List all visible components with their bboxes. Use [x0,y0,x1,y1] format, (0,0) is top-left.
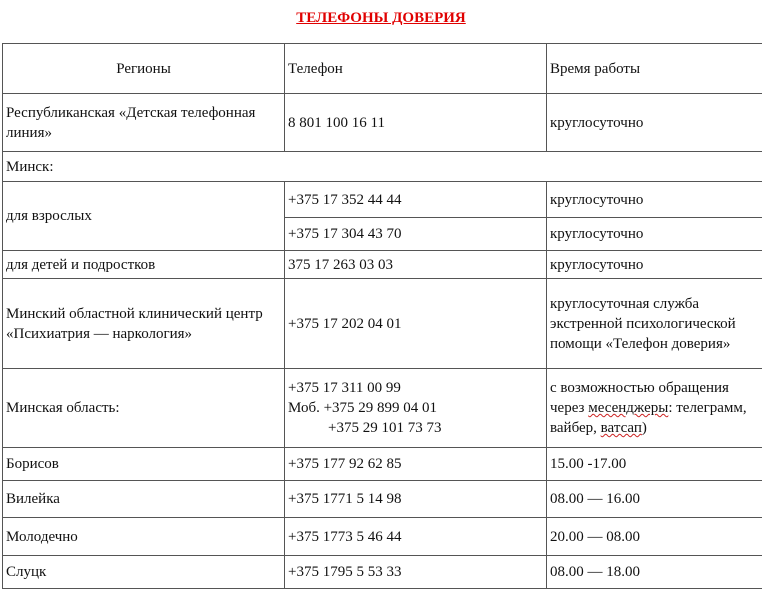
region-cell: Минский областной клинический центр «Психиатрия — наркология» [3,279,285,369]
hours-cell: 08.00 — 16.00 [547,481,762,518]
hours-cell: 15.00 -17.00 [547,448,762,481]
table-row [3,251,762,279]
phone-cell: +375 1771 5 14 98 [285,481,547,518]
region-cell: Борисов [3,448,285,481]
table-row [3,518,762,556]
phone-cell: +375 1773 5 46 44 [285,518,547,556]
hours-cell: 20.00 — 08.00 [547,518,762,556]
table-row [3,556,762,589]
table-row [3,94,762,152]
table-row [3,481,762,518]
phone-cell: +375 17 304 43 70 [285,218,547,251]
region-cell: для детей и подростков [3,251,285,279]
phone-cell: +375 1795 5 53 33 [285,556,547,589]
hours-text: : телеграмм, вайбер, [550,400,747,436]
hours-cell: круглосуточно [547,251,762,279]
phone-line: +375 29 101 73 73 [288,418,543,438]
hours-cell: круглосуточно [547,94,762,152]
region-cell: Минск: [3,152,762,182]
hours-cell: круглосуточно [547,182,762,218]
region-cell: Вилейка [3,481,285,518]
hours-text: ) [642,420,647,436]
hours-cell: круглосуточно [547,218,762,251]
region-cell: Республиканская «Детская телефонная линия» [3,94,285,152]
phone-cell: 375 17 263 03 03 [285,251,547,279]
hours-cell: круглосуточная служба экстренной психологической помощи «Телефон доверия» [547,279,762,369]
phone-cell: +375 17 352 44 44 [285,182,547,218]
table-row [3,279,762,369]
phone-line: Моб. +375 29 899 04 01 [288,398,543,418]
table-row [3,182,762,218]
header-hours: Время работы [547,44,762,94]
phone-line: +375 17 311 00 99 [288,378,543,398]
table-header-row [3,44,762,94]
region-cell: Молодечно [3,518,285,556]
hours-text: с возможностью обращения через [550,380,729,416]
phone-cell: +375 177 92 62 85 [285,448,547,481]
header-phone: Телефон [285,44,547,94]
table-row [3,369,762,448]
hours-cell [547,369,762,448]
table-row [3,448,762,481]
hotline-table [2,43,762,589]
hours-text: месенджеры [588,400,668,416]
hours-text: ватсап [601,420,642,436]
phone-cell: +375 17 202 04 01 [285,279,547,369]
phone-cell [285,369,547,448]
page-title: ТЕЛЕФОНЫ ДОВЕРИЯ [0,10,762,27]
header-region: Регионы [3,44,285,94]
table-row [3,152,762,182]
region-cell: Слуцк [3,556,285,589]
region-cell: для взрослых [3,182,285,251]
phone-cell: 8 801 100 16 11 [285,94,547,152]
region-cell: Минская область: [3,369,285,448]
hours-cell: 08.00 — 18.00 [547,556,762,589]
